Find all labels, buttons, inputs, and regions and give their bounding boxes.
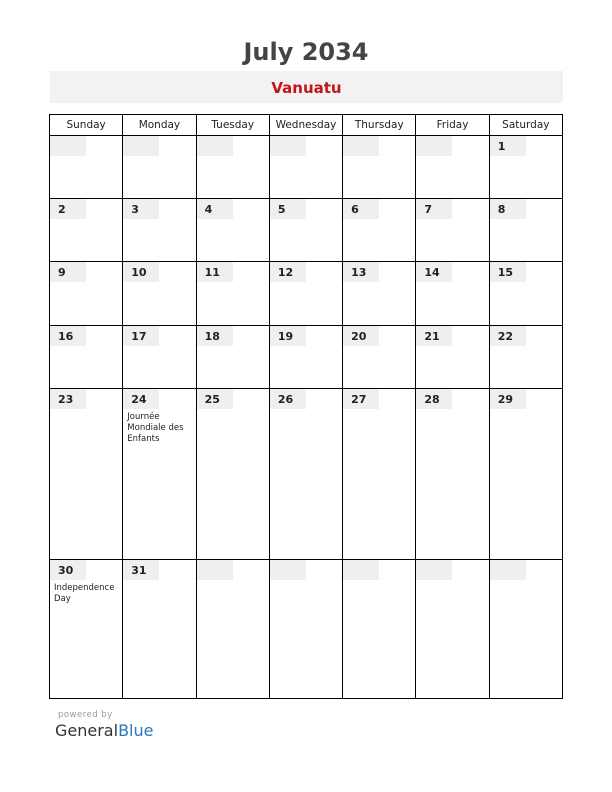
day-number: 26 (270, 389, 306, 409)
day-cell (269, 560, 342, 699)
day-cell (416, 388, 489, 560)
page-title: July 2034 (243, 38, 369, 66)
day-number: 7 (416, 199, 452, 219)
day-cell (269, 199, 342, 262)
weekday-header: Saturday (489, 115, 562, 136)
country-banner (50, 71, 563, 103)
day-number: 2 (50, 199, 86, 219)
day-cell (489, 199, 562, 262)
day-cell (489, 560, 562, 699)
day-cell (269, 325, 342, 388)
day-cell (196, 325, 269, 388)
day-cell (343, 325, 416, 388)
day-number: 8 (490, 199, 526, 219)
day-number (197, 136, 233, 156)
day-cell (489, 325, 562, 388)
week-row (50, 136, 563, 199)
day-cell (343, 262, 416, 325)
day-number (50, 136, 86, 156)
day-cell (269, 262, 342, 325)
day-cell (196, 388, 269, 560)
day-cell (123, 262, 196, 325)
day-number: 20 (343, 326, 379, 346)
day-number: 3 (123, 199, 159, 219)
brand-logo (55, 721, 153, 740)
day-cell (50, 325, 123, 388)
day-number: 30 (50, 560, 86, 580)
day-number (270, 560, 306, 580)
weekday-header-row (50, 115, 563, 136)
day-number (270, 136, 306, 156)
day-cell (50, 560, 123, 699)
day-cell (123, 388, 196, 560)
day-cell (196, 199, 269, 262)
day-number (416, 136, 452, 156)
day-number: 15 (490, 262, 526, 282)
day-number: 28 (416, 389, 452, 409)
day-number: 22 (490, 326, 526, 346)
day-cell (343, 136, 416, 199)
day-number: 25 (197, 389, 233, 409)
day-number: 21 (416, 326, 452, 346)
holiday-label: Independence Day (54, 583, 115, 605)
week-row (50, 325, 563, 388)
day-cell (50, 199, 123, 262)
day-number: 11 (197, 262, 233, 282)
day-number: 24 (123, 389, 159, 409)
day-number (343, 136, 379, 156)
day-cell (416, 199, 489, 262)
country-name: Vanuatu (271, 79, 342, 97)
day-number: 27 (343, 389, 379, 409)
day-number: 5 (270, 199, 306, 219)
day-cell (50, 136, 123, 199)
day-cell (269, 136, 342, 199)
day-number: 6 (343, 199, 379, 219)
day-cell (416, 325, 489, 388)
footer-branding (55, 710, 153, 740)
weekday-header: Tuesday (196, 115, 269, 136)
day-cell (50, 388, 123, 560)
day-cell (196, 262, 269, 325)
day-number: 19 (270, 326, 306, 346)
day-cell (489, 388, 562, 560)
day-cell (489, 136, 562, 199)
weekday-header: Sunday (50, 115, 123, 136)
day-number (123, 136, 159, 156)
day-cell (123, 560, 196, 699)
day-cell (123, 136, 196, 199)
day-cell (416, 560, 489, 699)
day-number: 1 (490, 136, 526, 156)
day-cell (196, 560, 269, 699)
day-cell (123, 325, 196, 388)
day-cell (123, 199, 196, 262)
day-number: 12 (270, 262, 306, 282)
day-number: 17 (123, 326, 159, 346)
day-number (343, 560, 379, 580)
day-number (490, 560, 526, 580)
holiday-label: Journée Mondiale des Enfants (127, 411, 184, 444)
weekday-header: Monday (123, 115, 196, 136)
day-cell (416, 262, 489, 325)
week-row (50, 262, 563, 325)
day-number: 29 (490, 389, 526, 409)
day-cell (196, 136, 269, 199)
day-number: 13 (343, 262, 379, 282)
day-number: 4 (197, 199, 233, 219)
powered-by-text: powered by (58, 710, 113, 720)
week-row (50, 199, 563, 262)
day-number: 31 (123, 560, 159, 580)
calendar-grid (49, 114, 563, 699)
day-number: 14 (416, 262, 452, 282)
day-cell (269, 388, 342, 560)
week-row (50, 388, 563, 560)
weekday-header: Friday (416, 115, 489, 136)
day-cell (343, 199, 416, 262)
weekday-header: Thursday (343, 115, 416, 136)
day-number (416, 560, 452, 580)
day-cell (343, 560, 416, 699)
day-number: 10 (123, 262, 159, 282)
day-number: 18 (197, 326, 233, 346)
brand-blue: Blue (118, 721, 154, 740)
brand-general: General (55, 721, 119, 740)
day-cell (343, 388, 416, 560)
day-cell (50, 262, 123, 325)
week-row (50, 560, 563, 699)
day-number: 16 (50, 326, 86, 346)
day-cell (416, 136, 489, 199)
day-cell (489, 262, 562, 325)
day-number: 9 (50, 262, 86, 282)
day-number: 23 (50, 389, 86, 409)
day-number (197, 560, 233, 580)
weekday-header: Wednesday (269, 115, 342, 136)
